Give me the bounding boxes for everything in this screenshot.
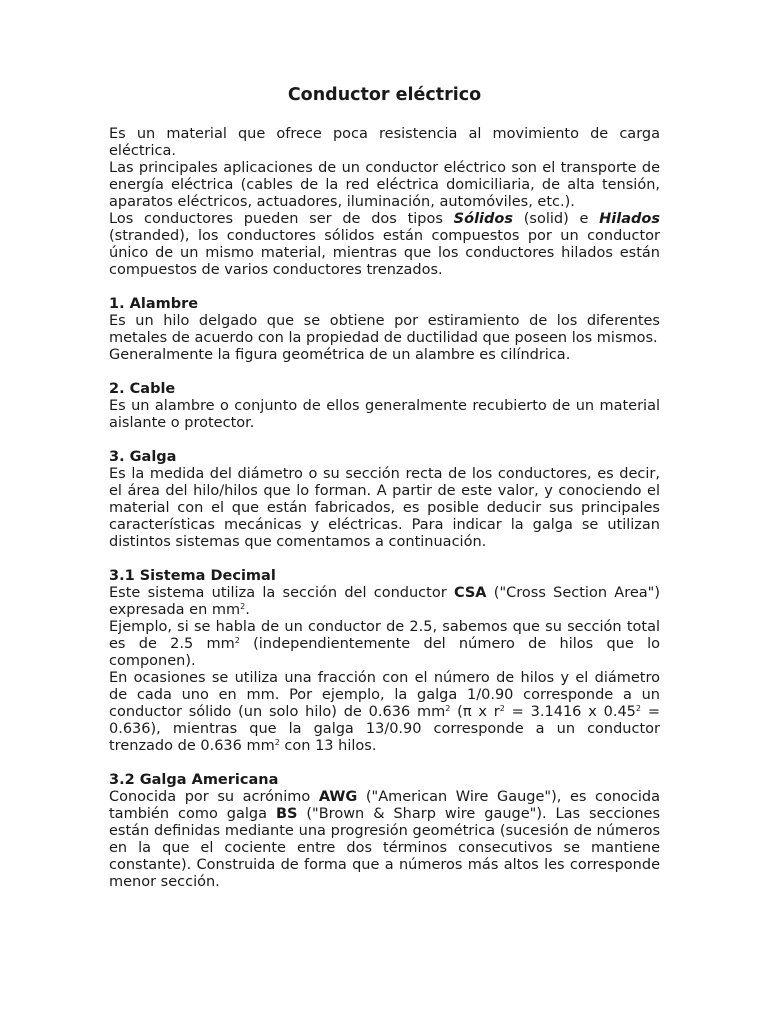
intro-paragraph-3 bbox=[109, 211, 660, 279]
document-title: Conductor eléctrico bbox=[287, 85, 482, 105]
decimal-p3-text-e: con 13 hilos. bbox=[279, 738, 377, 754]
americana-p1-text-c: ("Brown & Sharp wire gauge"). Las secciones están definidas mediante una progresión geométrica (sucesión de números en la que el cociente entre dos términos consecutivos se mantiene constante). Construida de forma que a números más altos les corresponde menor sección. bbox=[109, 806, 660, 890]
section-sistema-decimal bbox=[109, 568, 660, 755]
intro-p3-text-a: Los conductores pueden ser de dos tipos bbox=[109, 211, 454, 227]
superscript: 2 bbox=[499, 704, 505, 713]
decimal-p2-text-a: Ejemplo, si se habla de un conductor de 2.5, sabemos que su sección total es de 2.5 mm bbox=[109, 619, 660, 652]
decimal-paragraph-3 bbox=[109, 670, 660, 755]
cable-paragraph-1: Es un alambre o conjunto de ellos generalmente recubierto de un material aislante o protector. bbox=[109, 398, 660, 431]
section-cable bbox=[109, 381, 660, 432]
decimal-paragraph-2 bbox=[109, 619, 660, 670]
superscript: 2 bbox=[240, 602, 246, 611]
intro-p3-text-b: (solid) e bbox=[513, 211, 600, 227]
heading-galga-americana: 3.2 Galga Americana bbox=[109, 772, 279, 788]
section-galga-americana bbox=[109, 772, 660, 891]
decimal-paragraph-1 bbox=[109, 585, 660, 619]
decimal-p3-text-c: = 3.1416 x 0.45 bbox=[504, 704, 636, 720]
term-bs: BS bbox=[275, 806, 298, 822]
section-alambre bbox=[109, 296, 660, 364]
decimal-p1-text-b: ("Cross Section Area") expresada en mm bbox=[109, 585, 660, 618]
superscript: 2 bbox=[234, 636, 240, 645]
heading-galga: 3. Galga bbox=[109, 449, 177, 465]
decimal-p2-text-b: (independientemente del número de hilos que lo componen). bbox=[109, 636, 660, 669]
superscript: 2 bbox=[445, 704, 451, 713]
intro-p3-text-c: (stranded), los conductores sólidos están compuestos por un conductor único de un mismo material, mientras que los conductores hilados están compuestos de varios conductores trenzados. bbox=[109, 228, 660, 278]
americana-p1-text-a: Conocida por su acrónimo bbox=[109, 789, 319, 805]
decimal-p3-text-a: En ocasiones se utiliza una fracción con el número de hilos y el diámetro de cada uno en mm. Por ejemplo, la galga 1/0.90 corresponde a un conductor sólido (un solo hilo) de 0.636 mm bbox=[109, 670, 660, 720]
intro-paragraph-1: Es un material que ofrece poca resistencia al movimiento de carga eléctrica. bbox=[109, 126, 660, 159]
term-csa: CSA bbox=[453, 585, 487, 601]
alambre-paragraph-2: Generalmente la figura geométrica de un alambre es cilíndrica. bbox=[109, 347, 571, 363]
decimal-p3-text-d: = 0.636), mientras que la galga 13/0.90 corresponde a un conductor trenzado de 0.636 mm bbox=[109, 704, 660, 754]
term-solidos: Sólidos bbox=[453, 211, 513, 227]
americana-paragraph-1 bbox=[109, 789, 660, 891]
term-hilados: Hilados bbox=[599, 211, 660, 227]
heading-alambre: 1. Alambre bbox=[109, 296, 199, 312]
alambre-paragraph-1: Es un hilo delgado que se obtiene por estiramiento de los diferentes metales de acuerdo con la propiedad de ductilidad que poseen los mismos. bbox=[109, 313, 660, 346]
term-awg: AWG bbox=[318, 789, 358, 805]
superscript: 2 bbox=[635, 704, 641, 713]
americana-p1-text-b: ("American Wire Gauge"), es conocida también como galga bbox=[109, 789, 661, 822]
intro-paragraph-2: Las principales aplicaciones de un conductor eléctrico son el transporte de energía eléctrica (cables de la red eléctrica domiciliaria, de alta tensión, aparatos eléctricos, actuadores, iluminación, automóviles, etc.). bbox=[109, 160, 660, 210]
decimal-p3-text-b: (π x r bbox=[450, 704, 500, 720]
section-galga bbox=[109, 449, 660, 551]
superscript: 2 bbox=[274, 738, 280, 747]
galga-paragraph-1: Es la medida del diámetro o su sección recta de los conductores, es decir, el área del hilo/hilos que lo forman. A partir de este valor, y conociendo el material con el que están fabricados, es posible deducir sus principales características mecánicas y eléctricas. Para indicar la galga se utilizan distintos sistemas que comentamos a continuación. bbox=[109, 466, 660, 550]
decimal-p1-text-c: . bbox=[245, 602, 250, 618]
decimal-p1-text-a: Este sistema utiliza la sección del conductor bbox=[109, 585, 454, 601]
heading-cable: 2. Cable bbox=[109, 381, 176, 397]
heading-sistema-decimal: 3.1 Sistema Decimal bbox=[109, 568, 276, 584]
intro-section bbox=[109, 126, 660, 279]
